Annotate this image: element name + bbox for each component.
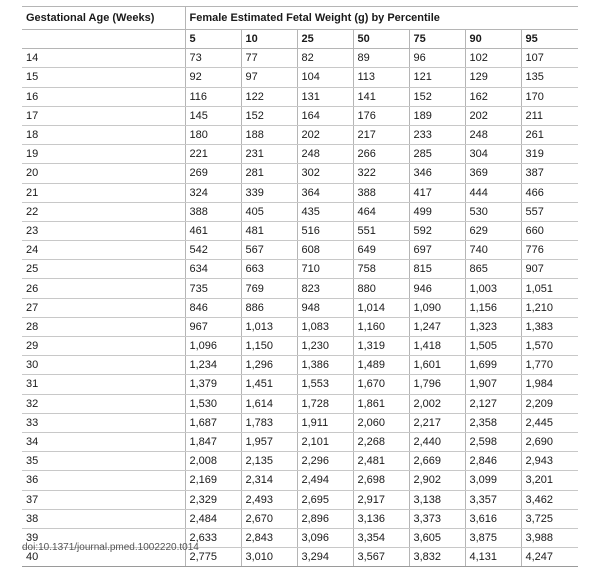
weight-cell-p95: 2,943	[521, 452, 578, 471]
weight-cell-p10: 2,135	[241, 452, 297, 471]
weight-cell-p90: 248	[465, 125, 521, 144]
weight-cell-p5: 116	[185, 87, 241, 106]
table-row	[22, 356, 578, 375]
weight-cell-p25: 2,695	[297, 490, 353, 509]
weight-cell-p5: 73	[185, 49, 241, 68]
weight-cell-p50: 551	[353, 221, 409, 240]
age-column-header: Gestational Age (Weeks)	[22, 7, 185, 30]
weight-cell-p25: 2,296	[297, 452, 353, 471]
table-row	[22, 471, 578, 490]
gestational-age-cell: 32	[22, 394, 185, 413]
gestational-age-cell: 38	[22, 509, 185, 528]
weight-cell-p25: 2,494	[297, 471, 353, 490]
weight-cell-p95: 466	[521, 183, 578, 202]
gestational-age-cell: 27	[22, 298, 185, 317]
table-row	[22, 125, 578, 144]
weight-cell-p5: 2,169	[185, 471, 241, 490]
header-row-primary	[22, 7, 578, 30]
weight-cell-p90: 1,907	[465, 375, 521, 394]
weight-cell-p10: 339	[241, 183, 297, 202]
weight-cell-p75: 1,247	[409, 317, 465, 336]
weight-cell-p10: 886	[241, 298, 297, 317]
weight-cell-p10: 2,843	[241, 528, 297, 547]
table-row	[22, 260, 578, 279]
weight-cell-p75: 189	[409, 106, 465, 125]
weight-cell-p75: 2,902	[409, 471, 465, 490]
weight-cell-p90: 530	[465, 202, 521, 221]
weight-cell-p5: 221	[185, 145, 241, 164]
gestational-age-cell: 21	[22, 183, 185, 202]
weight-cell-p75: 499	[409, 202, 465, 221]
weight-cell-p50: 1,014	[353, 298, 409, 317]
weight-cell-p10: 122	[241, 87, 297, 106]
weight-cell-p75: 592	[409, 221, 465, 240]
weight-cell-p90: 2,598	[465, 432, 521, 451]
weight-cell-p95: 261	[521, 125, 578, 144]
weight-cell-p95: 3,462	[521, 490, 578, 509]
weight-cell-p5: 735	[185, 279, 241, 298]
weight-cell-p75: 417	[409, 183, 465, 202]
weight-cell-p75: 285	[409, 145, 465, 164]
fetal-weight-table	[22, 6, 578, 567]
weight-cell-p95: 3,201	[521, 471, 578, 490]
weight-cell-p50: 464	[353, 202, 409, 221]
weight-cell-p5: 1,687	[185, 413, 241, 432]
weight-cell-p75: 3,832	[409, 548, 465, 567]
weight-cell-p50: 1,319	[353, 337, 409, 356]
weight-cell-p25: 248	[297, 145, 353, 164]
weight-cell-p25: 1,911	[297, 413, 353, 432]
weight-cell-p10: 405	[241, 202, 297, 221]
percentile-header-10: 10	[241, 30, 297, 49]
table-row	[22, 87, 578, 106]
weight-cell-p90: 1,699	[465, 356, 521, 375]
weight-cell-p50: 3,136	[353, 509, 409, 528]
weight-cell-p50: 880	[353, 279, 409, 298]
weight-cell-p25: 202	[297, 125, 353, 144]
table-row	[22, 106, 578, 125]
weight-cell-p25: 302	[297, 164, 353, 183]
table-row	[22, 298, 578, 317]
weight-cell-p75: 152	[409, 87, 465, 106]
weight-cell-p95: 107	[521, 49, 578, 68]
weight-cell-p25: 104	[297, 68, 353, 87]
weight-cell-p5: 1,234	[185, 356, 241, 375]
header-row-percentiles	[22, 30, 578, 49]
weight-cell-p50: 217	[353, 125, 409, 144]
weight-cell-p10: 663	[241, 260, 297, 279]
weight-cell-p90: 740	[465, 241, 521, 260]
weight-cell-p10: 3,010	[241, 548, 297, 567]
weight-cell-p50: 388	[353, 183, 409, 202]
table-row	[22, 452, 578, 471]
weight-cell-p10: 1,957	[241, 432, 297, 451]
weight-cell-p90: 4,131	[465, 548, 521, 567]
weight-cell-p5: 2,633	[185, 528, 241, 547]
weight-cell-p90: 304	[465, 145, 521, 164]
weight-cell-p90: 2,127	[465, 394, 521, 413]
weight-cell-p75: 2,217	[409, 413, 465, 432]
weight-cell-p75: 697	[409, 241, 465, 260]
weight-cell-p5: 324	[185, 183, 241, 202]
weight-cell-p5: 461	[185, 221, 241, 240]
table-row	[22, 317, 578, 336]
gestational-age-cell: 23	[22, 221, 185, 240]
gestational-age-cell: 34	[22, 432, 185, 451]
table-row	[22, 183, 578, 202]
gestational-age-cell: 16	[22, 87, 185, 106]
weight-cell-p90: 1,323	[465, 317, 521, 336]
weight-cell-p95: 660	[521, 221, 578, 240]
gestational-age-cell: 33	[22, 413, 185, 432]
table-row	[22, 413, 578, 432]
weight-cell-p5: 1,530	[185, 394, 241, 413]
weight-cell-p50: 758	[353, 260, 409, 279]
percentile-header-25: 25	[297, 30, 353, 49]
weight-cell-p90: 3,099	[465, 471, 521, 490]
weight-cell-p10: 481	[241, 221, 297, 240]
weight-cell-p50: 3,354	[353, 528, 409, 547]
weight-cell-p90: 3,616	[465, 509, 521, 528]
weight-cell-p90: 162	[465, 87, 521, 106]
percentile-group-header: Female Estimated Fetal Weight (g) by Percentile	[185, 7, 578, 30]
weight-cell-p90: 865	[465, 260, 521, 279]
weight-cell-p75: 1,601	[409, 356, 465, 375]
gestational-age-cell: 19	[22, 145, 185, 164]
weight-cell-p25: 516	[297, 221, 353, 240]
weight-cell-p50: 2,268	[353, 432, 409, 451]
weight-cell-p95: 1,383	[521, 317, 578, 336]
weight-cell-p10: 152	[241, 106, 297, 125]
weight-cell-p10: 1,150	[241, 337, 297, 356]
age-header-spacer	[22, 30, 185, 49]
weight-cell-p10: 1,013	[241, 317, 297, 336]
weight-cell-p90: 1,003	[465, 279, 521, 298]
table-row	[22, 375, 578, 394]
weight-cell-p50: 649	[353, 241, 409, 260]
weight-cell-p5: 2,775	[185, 548, 241, 567]
weight-cell-p50: 1,160	[353, 317, 409, 336]
weight-cell-p95: 1,051	[521, 279, 578, 298]
gestational-age-cell: 35	[22, 452, 185, 471]
weight-cell-p5: 180	[185, 125, 241, 144]
table-row	[22, 202, 578, 221]
gestational-age-cell: 17	[22, 106, 185, 125]
weight-cell-p50: 2,917	[353, 490, 409, 509]
weight-cell-p50: 322	[353, 164, 409, 183]
weight-cell-p25: 3,096	[297, 528, 353, 547]
weight-cell-p5: 634	[185, 260, 241, 279]
weight-cell-p95: 387	[521, 164, 578, 183]
weight-cell-p5: 542	[185, 241, 241, 260]
weight-cell-p5: 269	[185, 164, 241, 183]
weight-cell-p75: 946	[409, 279, 465, 298]
weight-cell-p25: 1,083	[297, 317, 353, 336]
weight-cell-p95: 3,988	[521, 528, 578, 547]
gestational-age-cell: 28	[22, 317, 185, 336]
weight-cell-p25: 608	[297, 241, 353, 260]
weight-cell-p75: 3,373	[409, 509, 465, 528]
weight-cell-p50: 1,861	[353, 394, 409, 413]
weight-cell-p50: 3,567	[353, 548, 409, 567]
weight-cell-p25: 364	[297, 183, 353, 202]
weight-cell-p50: 113	[353, 68, 409, 87]
table-row	[22, 49, 578, 68]
weight-cell-p50: 266	[353, 145, 409, 164]
weight-cell-p75: 1,418	[409, 337, 465, 356]
weight-cell-p25: 1,553	[297, 375, 353, 394]
weight-cell-p90: 2,846	[465, 452, 521, 471]
weight-cell-p5: 2,008	[185, 452, 241, 471]
weight-cell-p90: 202	[465, 106, 521, 125]
gestational-age-cell: 37	[22, 490, 185, 509]
weight-cell-p90: 369	[465, 164, 521, 183]
percentile-header-90: 90	[465, 30, 521, 49]
weight-cell-p95: 4,247	[521, 548, 578, 567]
weight-cell-p95: 135	[521, 68, 578, 87]
weight-cell-p10: 1,451	[241, 375, 297, 394]
weight-cell-p95: 2,209	[521, 394, 578, 413]
gestational-age-cell: 18	[22, 125, 185, 144]
gestational-age-cell: 36	[22, 471, 185, 490]
weight-cell-p25: 948	[297, 298, 353, 317]
weight-cell-p75: 815	[409, 260, 465, 279]
weight-cell-p50: 141	[353, 87, 409, 106]
weight-cell-p95: 2,690	[521, 432, 578, 451]
gestational-age-cell: 39	[22, 528, 185, 547]
weight-cell-p5: 2,484	[185, 509, 241, 528]
weight-cell-p5: 967	[185, 317, 241, 336]
gestational-age-cell: 22	[22, 202, 185, 221]
weight-cell-p25: 164	[297, 106, 353, 125]
table-row	[22, 164, 578, 183]
weight-cell-p95: 3,725	[521, 509, 578, 528]
weight-cell-p25: 3,294	[297, 548, 353, 567]
weight-cell-p50: 89	[353, 49, 409, 68]
weight-cell-p75: 1,796	[409, 375, 465, 394]
weight-cell-p90: 102	[465, 49, 521, 68]
weight-cell-p90: 3,875	[465, 528, 521, 547]
weight-cell-p95: 1,770	[521, 356, 578, 375]
weight-cell-p10: 2,670	[241, 509, 297, 528]
weight-cell-p50: 1,670	[353, 375, 409, 394]
weight-cell-p90: 129	[465, 68, 521, 87]
weight-cell-p50: 176	[353, 106, 409, 125]
weight-cell-p10: 77	[241, 49, 297, 68]
weight-cell-p90: 2,358	[465, 413, 521, 432]
gestational-age-cell: 15	[22, 68, 185, 87]
weight-cell-p95: 1,210	[521, 298, 578, 317]
gestational-age-cell: 25	[22, 260, 185, 279]
weight-cell-p75: 2,002	[409, 394, 465, 413]
weight-cell-p95: 557	[521, 202, 578, 221]
gestational-age-cell: 14	[22, 49, 185, 68]
gestational-age-cell: 31	[22, 375, 185, 394]
weight-cell-p25: 1,386	[297, 356, 353, 375]
weight-cell-p75: 3,605	[409, 528, 465, 547]
gestational-age-cell: 29	[22, 337, 185, 356]
weight-cell-p90: 1,156	[465, 298, 521, 317]
table-body	[22, 49, 578, 567]
weight-cell-p25: 2,101	[297, 432, 353, 451]
weight-cell-p90: 3,357	[465, 490, 521, 509]
weight-cell-p25: 1,728	[297, 394, 353, 413]
gestational-age-cell: 40	[22, 548, 185, 567]
weight-cell-p95: 2,445	[521, 413, 578, 432]
weight-cell-p95: 907	[521, 260, 578, 279]
weight-cell-p50: 2,481	[353, 452, 409, 471]
weight-cell-p75: 2,669	[409, 452, 465, 471]
table-row	[22, 509, 578, 528]
weight-cell-p90: 444	[465, 183, 521, 202]
weight-cell-p25: 131	[297, 87, 353, 106]
weight-cell-p25: 82	[297, 49, 353, 68]
percentile-header-50: 50	[353, 30, 409, 49]
table-row	[22, 337, 578, 356]
weight-cell-p10: 1,296	[241, 356, 297, 375]
weight-cell-p95: 170	[521, 87, 578, 106]
weight-cell-p10: 2,493	[241, 490, 297, 509]
weight-cell-p5: 92	[185, 68, 241, 87]
weight-cell-p10: 281	[241, 164, 297, 183]
weight-cell-p25: 823	[297, 279, 353, 298]
weight-cell-p50: 2,698	[353, 471, 409, 490]
weight-cell-p25: 2,896	[297, 509, 353, 528]
gestational-age-cell: 30	[22, 356, 185, 375]
weight-cell-p10: 231	[241, 145, 297, 164]
weight-cell-p75: 346	[409, 164, 465, 183]
doi-caption: doi:10.1371/journal.pmed.1002220.t014	[22, 542, 199, 553]
table-row	[22, 221, 578, 240]
percentile-header-95: 95	[521, 30, 578, 49]
table-row	[22, 241, 578, 260]
weight-cell-p90: 629	[465, 221, 521, 240]
weight-cell-p25: 710	[297, 260, 353, 279]
weight-cell-p50: 2,060	[353, 413, 409, 432]
weight-cell-p10: 1,783	[241, 413, 297, 432]
weight-cell-p10: 2,314	[241, 471, 297, 490]
weight-cell-p75: 96	[409, 49, 465, 68]
weight-cell-p10: 97	[241, 68, 297, 87]
table-row	[22, 394, 578, 413]
weight-cell-p75: 233	[409, 125, 465, 144]
weight-cell-p75: 3,138	[409, 490, 465, 509]
table-row	[22, 279, 578, 298]
weight-cell-p5: 2,329	[185, 490, 241, 509]
percentile-header-75: 75	[409, 30, 465, 49]
weight-cell-p95: 1,570	[521, 337, 578, 356]
table-row	[22, 490, 578, 509]
weight-cell-p5: 846	[185, 298, 241, 317]
weight-cell-p25: 435	[297, 202, 353, 221]
percentile-header-5: 5	[185, 30, 241, 49]
table-row	[22, 145, 578, 164]
weight-cell-p10: 1,614	[241, 394, 297, 413]
weight-cell-p95: 776	[521, 241, 578, 260]
weight-cell-p95: 211	[521, 106, 578, 125]
weight-cell-p5: 1,096	[185, 337, 241, 356]
weight-cell-p5: 145	[185, 106, 241, 125]
weight-cell-p5: 1,379	[185, 375, 241, 394]
weight-cell-p75: 1,090	[409, 298, 465, 317]
weight-cell-p95: 1,984	[521, 375, 578, 394]
weight-cell-p10: 188	[241, 125, 297, 144]
weight-cell-p75: 2,440	[409, 432, 465, 451]
gestational-age-cell: 26	[22, 279, 185, 298]
weight-cell-p95: 319	[521, 145, 578, 164]
weight-cell-p10: 769	[241, 279, 297, 298]
weight-cell-p5: 388	[185, 202, 241, 221]
weight-cell-p10: 567	[241, 241, 297, 260]
weight-cell-p5: 1,847	[185, 432, 241, 451]
table-row	[22, 68, 578, 87]
weight-cell-p50: 1,489	[353, 356, 409, 375]
weight-cell-p25: 1,230	[297, 337, 353, 356]
weight-cell-p90: 1,505	[465, 337, 521, 356]
gestational-age-cell: 24	[22, 241, 185, 260]
gestational-age-cell: 20	[22, 164, 185, 183]
table-row	[22, 432, 578, 451]
weight-cell-p75: 121	[409, 68, 465, 87]
